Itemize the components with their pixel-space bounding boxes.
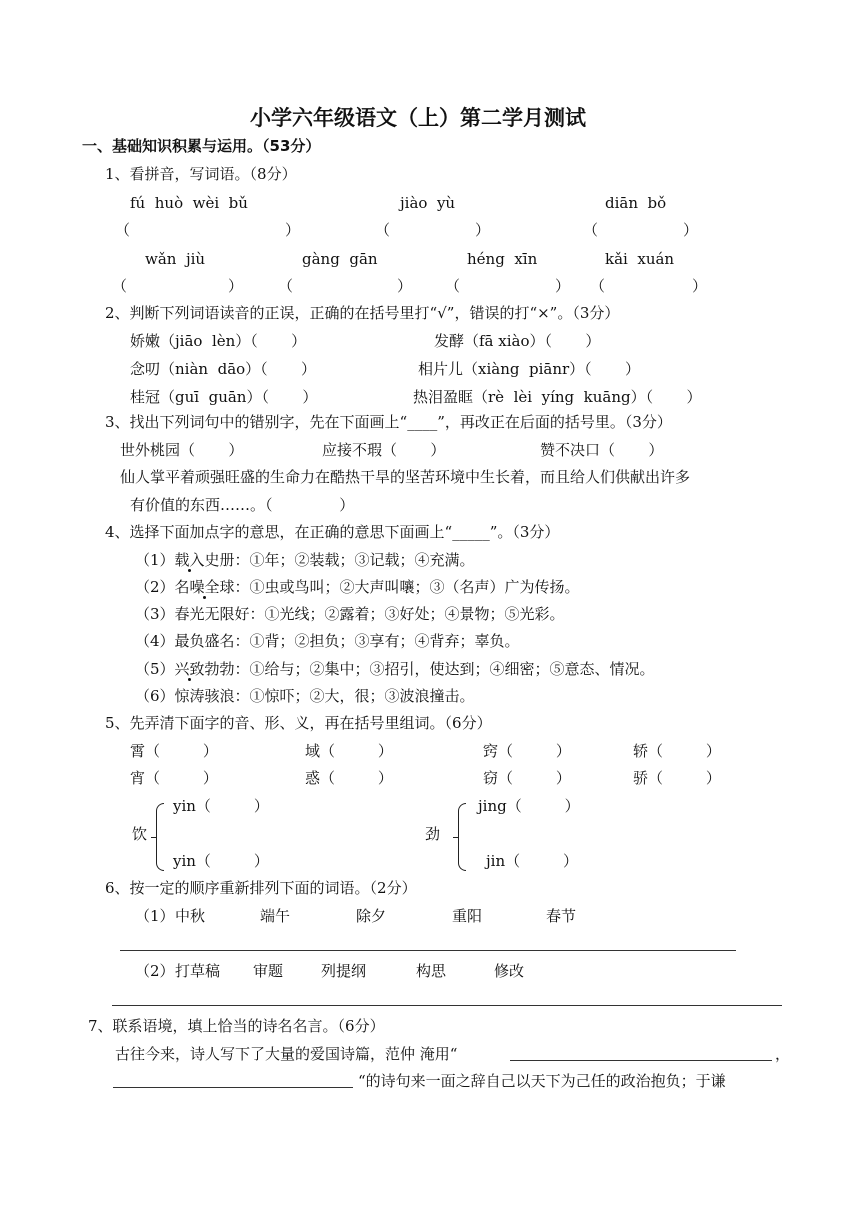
word-group-item[interactable]: 窃（ ） — [483, 769, 571, 787]
question-4-stem: 4、选择下面加点字的意思，在正确的意思下面画上“_____”。（3分） — [105, 523, 560, 541]
pronunciation-item[interactable]: 娇嫩（jiāo lèn）（ ） — [130, 332, 307, 350]
polyphone-char: 饮 — [132, 825, 148, 843]
pinyin: diān bǒ — [605, 194, 667, 212]
answer-line[interactable] — [120, 950, 736, 951]
meaning-option[interactable]: （5）兴致勃勃：①给与；②集中；③招引，使达到；④细密；⑤意态、情况。 — [135, 660, 655, 678]
pinyin: jiào yù — [400, 194, 456, 212]
typo-sentence[interactable]: 有价值的东西……。（ ） — [130, 496, 355, 514]
poem-blank[interactable] — [510, 1060, 772, 1061]
meaning-option[interactable]: （2）名噪全球：①虫或鸟叫；②大声叫嚷；③（名声）广为传扬。 — [135, 578, 580, 596]
answer-bracket-close: ） — [285, 221, 301, 239]
emphasis-dot — [188, 678, 191, 681]
pronunciation-item[interactable]: 桂冠（guī guān）（ ） — [130, 388, 318, 406]
question-6-stem: 6、按一定的顺序重新排列下面的词语。（2分） — [105, 879, 417, 897]
sequence-word: 中秋 — [175, 907, 206, 925]
polyphone-char: 劲 — [425, 825, 441, 843]
answer-bracket-open[interactable]: （ — [590, 277, 606, 295]
emphasis-dot — [188, 569, 191, 572]
answer-bracket-close: ） — [475, 221, 491, 239]
pinyin: gàng gān — [302, 250, 378, 268]
word-group-item[interactable]: 轿（ ） — [633, 742, 721, 760]
pinyin: wǎn jiù — [145, 250, 206, 268]
sequence-word: 修改 — [494, 962, 525, 980]
question-7-stem: 7、联系语境，填上恰当的诗名名言。（6分） — [88, 1017, 385, 1035]
sequence-word: 构思 — [416, 962, 447, 980]
pronunciation-item[interactable]: 念叨（niàn dāo）（ ） — [130, 360, 317, 378]
brace — [156, 803, 164, 871]
typo-item[interactable]: 赞不决口（ ） — [540, 441, 664, 459]
poem-context: “的诗句来一面之辞自己以天下为己任的政治抱负；于谦 — [358, 1072, 726, 1090]
answer-bracket-open[interactable]: （ — [112, 277, 128, 295]
question-5-stem: 5、先弄清下面字的音、形、义，再在括号里组词。（6分） — [105, 714, 492, 732]
pronunciation-item[interactable]: 相片儿（xiàng piānr）（ ） — [418, 360, 641, 378]
typo-item[interactable]: 世外桃园（ ） — [120, 441, 244, 459]
word-group-item[interactable]: 宵（ ） — [130, 769, 218, 787]
answer-line[interactable] — [112, 1005, 782, 1006]
brace — [458, 803, 466, 871]
answer-bracket-close: ） — [692, 277, 708, 295]
poem-context: ， — [775, 1045, 791, 1063]
pinyin: fú huò wèi bǔ — [130, 194, 248, 212]
polyphone-reading[interactable]: jin（ ） — [486, 852, 579, 870]
sequence-word: 端午 — [260, 907, 291, 925]
sequence-label: （2） — [135, 962, 175, 980]
page-title: 小学六年级语文（上）第二学月测试 — [250, 105, 586, 130]
typo-sentence: 仙人掌平着顽强旺盛的生命力在酷热干旱的坚苦环境中生长着，而且给人们供献出许多 — [120, 468, 691, 486]
question-3-stem: 3、找出下列词句中的错别字，先在下面画上“____”，再改正在后面的括号里。（3分） — [105, 413, 672, 431]
answer-bracket-close: ） — [228, 277, 244, 295]
answer-bracket-open[interactable]: （ — [375, 221, 391, 239]
polyphone-reading[interactable]: yin（ ） — [173, 852, 269, 870]
meaning-option[interactable]: （6）惊涛骇浪：①惊吓；②大，很；③波浪撞击。 — [135, 687, 475, 705]
emphasis-dot — [203, 596, 206, 599]
sequence-word: 打草稿 — [175, 962, 221, 980]
answer-bracket-open[interactable]: （ — [115, 221, 131, 239]
polyphone-reading[interactable]: yin（ ） — [173, 797, 269, 815]
answer-bracket-close: ） — [683, 221, 699, 239]
sequence-word: 重阳 — [452, 907, 483, 925]
answer-bracket-open[interactable]: （ — [445, 277, 461, 295]
answer-bracket-open[interactable]: （ — [583, 221, 599, 239]
typo-item[interactable]: 应接不瑕（ ） — [322, 441, 446, 459]
answer-bracket-open[interactable]: （ — [278, 277, 294, 295]
sequence-label: （1） — [135, 907, 175, 925]
word-group-item[interactable]: 惑（ ） — [305, 769, 393, 787]
polyphone-reading[interactable]: jing（ ） — [478, 797, 580, 815]
meaning-option[interactable]: （3）春光无限好：①光线；②露着；③好处；④景物；⑤光彩。 — [135, 605, 565, 623]
word-group-item[interactable]: 域（ ） — [305, 742, 393, 760]
meaning-option[interactable]: （4）最负盛名：①背；②担负；③享有；④背弃；辜负。 — [135, 632, 520, 650]
question-1-stem: 1、看拼音，写词语。（8分） — [105, 165, 297, 183]
sequence-word: 审题 — [253, 962, 284, 980]
poem-context: 古往今来，诗人写下了大量的爱国诗篇，范仲 淹用“ — [115, 1045, 458, 1063]
sequence-word: 春节 — [546, 907, 577, 925]
section-heading: 一、基础知识积累与运用。（53分） — [82, 137, 321, 155]
word-group-item[interactable]: 窍（ ） — [483, 742, 571, 760]
pinyin: héng xīn — [467, 250, 538, 268]
meaning-option[interactable]: （1）载入史册：①年；②装载；③记载；④充满。 — [135, 551, 475, 569]
pinyin: kǎi xuán — [605, 250, 675, 268]
pronunciation-item[interactable]: 发酵（fā xiào）（ ） — [434, 332, 601, 350]
word-group-item[interactable]: 骄（ ） — [633, 769, 721, 787]
poem-blank[interactable] — [113, 1087, 353, 1088]
answer-bracket-close: ） — [397, 277, 413, 295]
question-2-stem: 2、判断下列词语读音的正误，正确的在括号里打“√”，错误的打“×”。（3分） — [105, 304, 620, 322]
sequence-word: 列提纲 — [321, 962, 367, 980]
word-group-item[interactable]: 霄（ ） — [130, 742, 218, 760]
pronunciation-item[interactable]: 热泪盈眶（rè lèi yíng kuāng）（ ） — [413, 388, 702, 406]
answer-bracket-close: ） — [555, 277, 571, 295]
sequence-word: 除夕 — [356, 907, 387, 925]
